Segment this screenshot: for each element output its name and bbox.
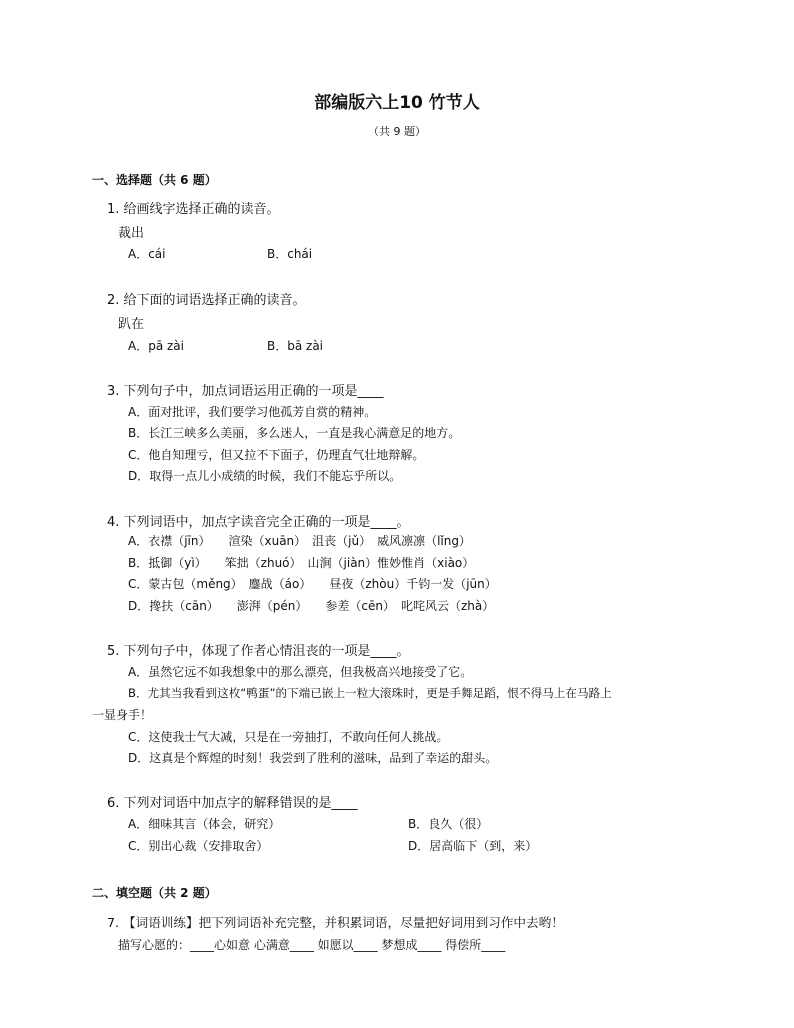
question-4-option-a[interactable]: A．衣襟（jīn） 渲染（xuān） 沮丧（jǔ） 威风凛凛（lǐng） <box>128 534 471 548</box>
question-count: （共 9 题） <box>368 125 426 138</box>
question-7-blanks[interactable]: 描写心愿的：____心如意 心满意____ 如愿以____ 梦想成____ 得偿所____ <box>118 938 506 952</box>
question-1-option-b[interactable]: B．chái <box>267 247 313 261</box>
question-6-option-d[interactable]: D．居高临下（到，来） <box>408 839 538 853</box>
page-title: 部编版六上10 竹节人 <box>314 93 480 113</box>
question-6-option-a[interactable]: A．细味其言（体会，研究） <box>128 817 281 831</box>
question-7-stem: 7. 【词语训练】把下列词语补充完整，并积累词语，尽量把好词用到习作中去哟！ <box>107 915 564 930</box>
question-3-option-a[interactable]: A．面对批评，我们要学习他孤芳自赏的精神。 <box>128 405 377 419</box>
question-3-stem: 3. 下列句子中，加点词语运用正确的一项是____ <box>107 384 384 399</box>
question-5-option-c[interactable]: C．这使我士气大减，只是在一旁抽打，不敢向任何人挑战。 <box>128 730 449 744</box>
question-5-stem: 5. 下列句子中，体现了作者心情沮丧的一项是____。 <box>107 644 410 659</box>
question-4-stem: 4. 下列词语中，加点字读音完全正确的一项是____。 <box>107 515 410 530</box>
question-3-option-c[interactable]: C．他自知理亏，但又拉不下面子，仍理直气壮地辩解。 <box>128 448 425 462</box>
question-4-option-d[interactable]: D．搀扶（cān） 澎湃（pén） 参差（cēn） 叱咤风云（zhà） <box>128 599 495 613</box>
question-2-option-a[interactable]: A．pā zài <box>128 339 184 353</box>
question-2-word: 趴在 <box>118 317 145 332</box>
question-2-stem: 2. 给下面的词语选择正确的读音。 <box>107 293 306 308</box>
question-5-option-a[interactable]: A．虽然它远不如我想象中的那么漂亮，但我极高兴地接受了它。 <box>128 665 473 679</box>
question-5-option-d[interactable]: D．这真是个辉煌的时刻！我尝到了胜利的滋味，品到了幸运的甜头。 <box>128 751 498 765</box>
question-4-option-b[interactable]: B．抵御（yì） 笨拙（zhuó） 山涧（jiàn）惟妙惟肖（xiào） <box>128 556 475 570</box>
question-1-stem: 1. 给画线字选择正确的读音。 <box>107 202 280 217</box>
section-heading-choice: 一、选择题（共 6 题） <box>92 173 217 187</box>
question-5-option-b[interactable]: B．尤其当我看到这枚“鸭蛋”的下端已嵌上一粒大滚珠时，更是手舞足蹈，恨不得马上在马路上 <box>128 686 612 700</box>
question-3-option-b[interactable]: B．长江三峡多么美丽，多么迷人，一直是我心满意足的地方。 <box>128 426 461 440</box>
question-1-word: 裁出 <box>118 226 145 241</box>
section-heading-fill: 二、填空题（共 2 题） <box>92 886 217 900</box>
question-4-option-c[interactable]: C．蒙古包（měng） 鏖战（áo） 昼夜（zhòu）千钧一发（jūn） <box>128 577 497 591</box>
question-6-option-b[interactable]: B．良久（很） <box>408 817 489 831</box>
question-2-option-b[interactable]: B．bā zài <box>267 339 324 353</box>
question-5-option-b-continued: 一显身手！ <box>92 708 153 722</box>
question-6-stem: 6. 下列对词语中加点字的解释错误的是____ <box>107 796 358 811</box>
question-3-option-d[interactable]: D．取得一点儿小成绩的时候，我们不能忘乎所以。 <box>128 469 402 483</box>
question-6-option-c[interactable]: C．别出心裁（安排取舍） <box>128 839 269 853</box>
question-1-option-a[interactable]: A．cái <box>128 247 166 261</box>
